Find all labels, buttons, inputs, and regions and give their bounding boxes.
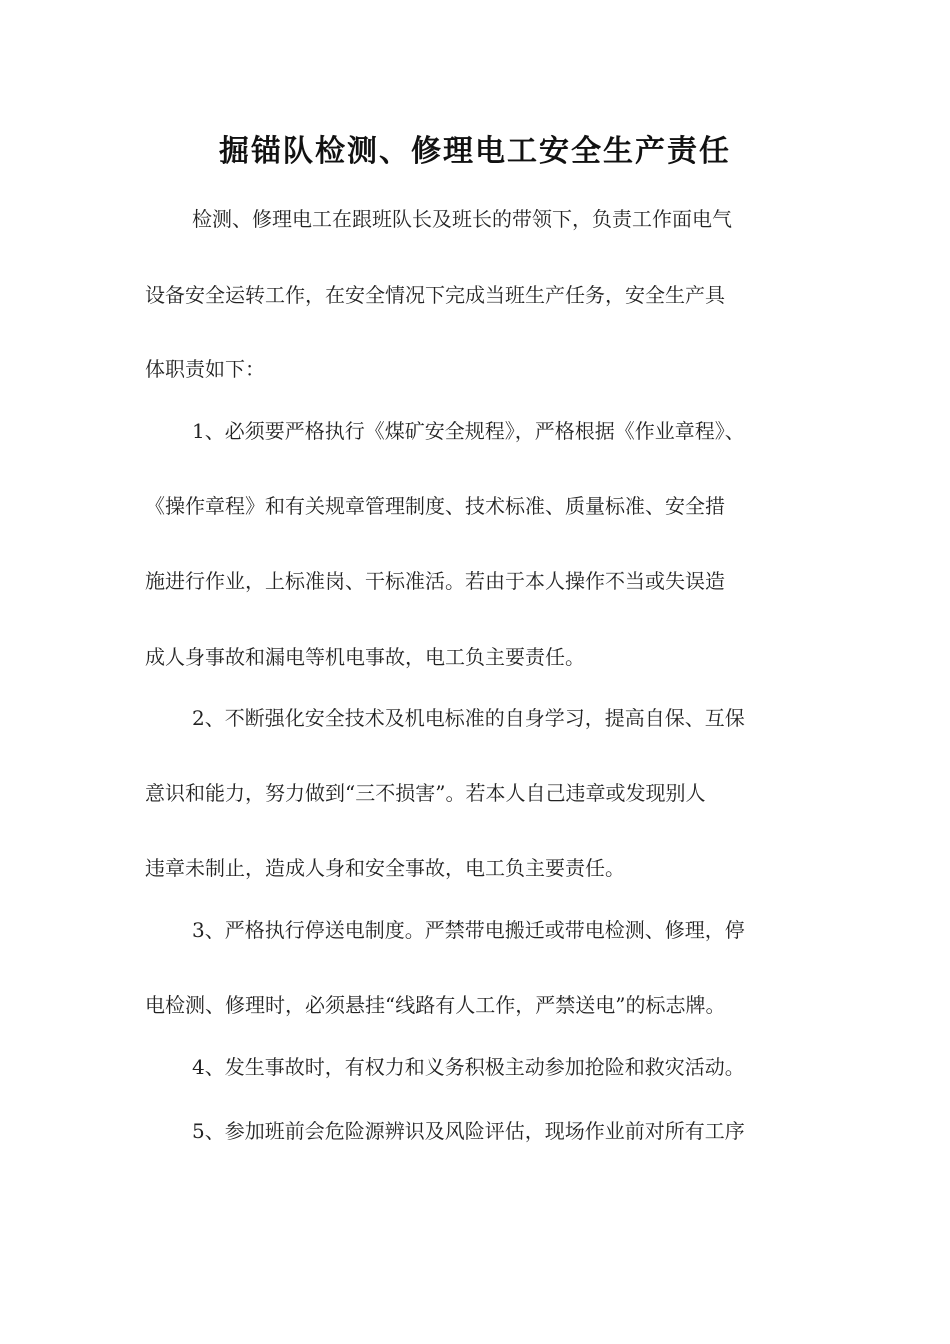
paragraph-item-1-line-4: 成人身事故和漏电等机电事故，电工负主要责任。 (145, 645, 585, 669)
paragraph-item-4-line-1: 4、发生事故时，有权力和义务积极主动参加抢险和救灾活动。 (192, 1055, 745, 1079)
paragraph-item-1-line-1: 1、必须要严格执行《煤矿安全规程》，严格根据《作业章程》、 (192, 419, 745, 443)
paragraph-item-3-line-2: 电检测、修理时，必须悬挂“线路有人工作，严禁送电”的标志牌。 (145, 993, 726, 1017)
paragraph-intro-line-3: 体职责如下： (145, 357, 265, 381)
paragraph-item-3-line-1: 3、严格执行停送电制度。严禁带电搬迁或带电检测、修理，停 (192, 918, 745, 942)
paragraph-item-5-line-1: 5、参加班前会危险源辨识及风险评估，现场作业前对所有工序 (192, 1119, 745, 1143)
paragraph-item-1-line-2: 《操作章程》和有关规章管理制度、技术标准、质量标准、安全措 (145, 494, 725, 518)
paragraph-item-2-line-2: 意识和能力，努力做到“三不损害”。若本人自己违章或发现别人 (145, 781, 706, 805)
paragraph-item-2-line-3: 违章未制止，造成人身和安全事故，电工负主要责任。 (145, 856, 625, 880)
paragraph-intro-line-2: 设备安全运转工作，在安全情况下完成当班生产任务，安全生产具 (145, 283, 725, 307)
paragraph-item-1-line-3: 施进行作业，上标准岗、干标准活。若由于本人操作不当或失误造 (145, 569, 725, 593)
document-title: 掘锚队检测、修理电工安全生产责任 (219, 134, 731, 169)
paragraph-item-2-line-1: 2、不断强化安全技术及机电标准的自身学习，提高自保、互保 (192, 706, 745, 730)
paragraph-intro-line-1: 检测、修理电工在跟班队长及班长的带领下，负责工作面电气 (192, 207, 732, 231)
